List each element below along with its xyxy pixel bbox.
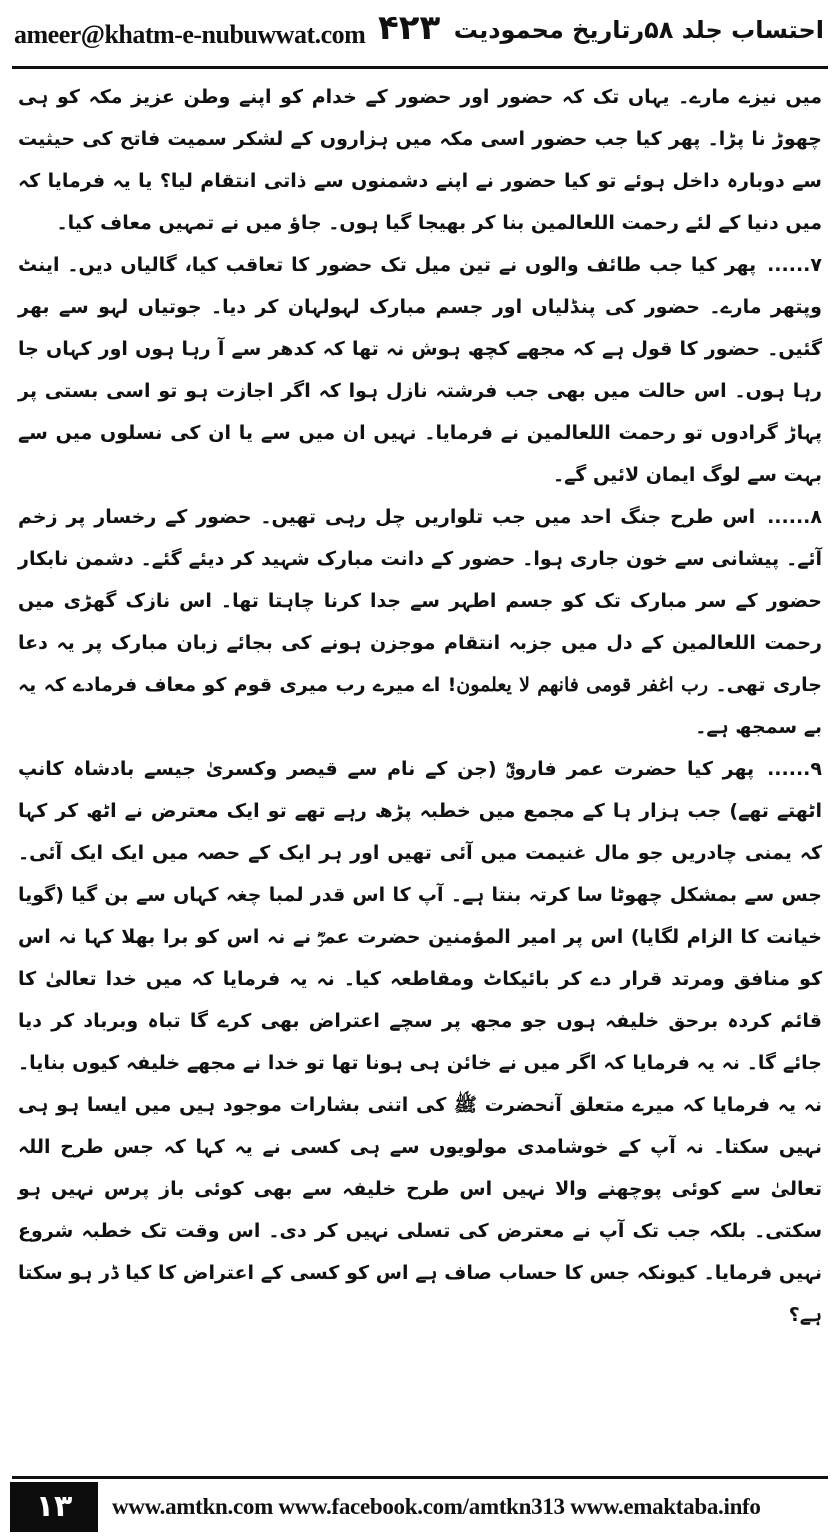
paragraph-8-number: ۸...... xyxy=(767,506,822,528)
footer-links[interactable]: www.amtkn.com www.facebook.com/amtkn313 www.emaktaba.info xyxy=(112,1494,761,1519)
paragraph-9-text: پھر کیا حضرت عمر فاروقؓ (جن کے نام سے قیصر وکسریٰ جیسے بادشاہ کانپ اٹھتے تھے) جب ہزار ہا کے مجمع میں خطبہ پڑھ رہے تھے تو ایک معترض نے اٹھ کر کہا کہ یمنی چادریں جو مال غنیمت میں آئی تھیں اور ہر ایک کے حصہ میں ایک ایک آئی۔ جس سے بمشکل چھوٹا سا کرتہ بنتا ہے۔ آپ کا اس قدر لمبا چغہ کہاں سے بن گیا (گویا خیانت کا الزام لگایا) اس پر امیر المؤمنین حضرت عمرؓ نے نہ اس کو برا بھلا کہا نہ اس کو منافق ومرتد قرار دے کر بائیکاٹ ومقاطعہ کیا۔ نہ یہ فرمایا کہ میں خدا تعالیٰ کا قائم کردہ برحق خلیفہ ہوں جو مجھ پر سچے اعتراض بھی کرے گا تباہ وبرباد کر دیا جائے گا۔ نہ یہ فرمایا کہ اگر میں نے خائن ہی ہونا تھا تو خدا نے مجھے خلیفہ کیوں بنایا۔ نہ یہ فرمایا کہ میرے متعلق آنحضرت ﷺ کی اتنی بشارات موجود ہیں میں ایسا ہو ہی نہیں سکتا۔ نہ آپ کے خوشامدی مولویوں سے ہی کسی نے یہ کہا کہ جس طرح اللہ تعالیٰ سے کوئی پوچھنے والا نہیں اس طرح خلیفہ سے بھی کوئی باز پرس نہیں ہو سکتی۔ بلکہ جب تک آپ نے معترض کی تسلی نہیں کر دی۔ اس وقت تک خطبہ شروع نہیں فرمایا۔ کیونکہ جس کا حساب صاف ہے اس کو کسی کے اعتراض کا کیا ڈر ہو سکتا ہے؟ xyxy=(18,758,822,1326)
book-title: احتساب جلد ۵۸رتاریخ محمودیت xyxy=(453,16,824,44)
page-number: ۴۲۳ xyxy=(378,8,441,48)
paragraph-1-text: میں نیزے مارے۔ یہاں تک کہ حضور اور حضور کے خدام کو اپنے وطن عزیز مکہ کو ہی چھوڑ نا پڑا۔ پھر کیا جب حضور اسی مکہ میں ہزاروں کے لشکر سمیت فاتح کی حیثیت سے دوبارہ داخل ہوئے تو کیا حضور نے اپنے دشمنوں سے ذاتی انتقام لیا؟ یا یہ فرمایا کہ میں دنیا کے لئے رحمت اللعالمین بنا کر بھیجا گیا ہوں۔ جاؤ میں نے تمہیں معاف کیا۔ xyxy=(18,86,822,234)
paragraph-7-number: ۷...... xyxy=(767,254,822,276)
footer-divider xyxy=(12,1476,828,1479)
paragraph-9 xyxy=(18,748,822,1336)
page-body xyxy=(18,76,822,1470)
paragraph-8-after: ! اے میرے رب میری قوم کو معاف فرمادے کہ یہ بے سمجھ ہے۔ xyxy=(18,674,822,738)
paragraph-1 xyxy=(18,76,822,244)
footer-page-badge: ۱۳ xyxy=(10,1482,98,1532)
header-divider xyxy=(12,66,828,69)
paragraph-9-number: ۹...... xyxy=(767,758,822,780)
page-header xyxy=(0,0,840,70)
paragraph-8 xyxy=(18,496,822,748)
paragraph-7-text: پھر کیا جب طائف والوں نے تین میل تک حضور کا تعاقب کیا، گالیاں دیں۔ اینٹ وپتھر مارے۔ حضور کی پنڈلیاں اور جسم مبارک لہولہان کر دیا۔ جوتیاں لہو سے بھر گئیں۔ حضور کا قول ہے کہ مجھے کچھ ہوش نہ تھا کہ کدھر سے آ رہا ہوں اور کہاں جا رہا ہوں۔ اس حالت میں بھی جب فرشتہ نازل ہوا کہ اگر اجازت ہو تو اسی بستی پر پہاڑ گرادوں تو رحمت اللعالمین نے فرمایا۔ نہیں ان میں سے یا ان کی نسلوں میں سے بہت سے لوگ ایمان لائیں گے۔ xyxy=(18,254,822,486)
header-email[interactable]: ameer@khatm-e-nubuwwat.com xyxy=(14,20,366,49)
paragraph-7 xyxy=(18,244,822,496)
arabic-prayer: رب اغفر قومی فانهم لا يعلمون xyxy=(456,674,709,696)
paragraph-8-text: اس طرح جنگ احد میں جب تلواریں چل رہی تھیں۔ حضور کے رخسار پر زخم آئے۔ پیشانی سے خون جاری ہوا۔ حضور کے دانت مبارک شہید کر دیئے گئے۔ دشمن نابکار حضور کے سر مبارک تک کو جسم اطہر سے جدا کرنا چاہتا تھا۔ اس نازک گھڑی میں رحمت اللعالمین کے دل میں جزبہ انتقام موجزن ہونے کی بجائے زبان مبارک پر یہ دعا جاری تھی۔ xyxy=(18,506,822,696)
